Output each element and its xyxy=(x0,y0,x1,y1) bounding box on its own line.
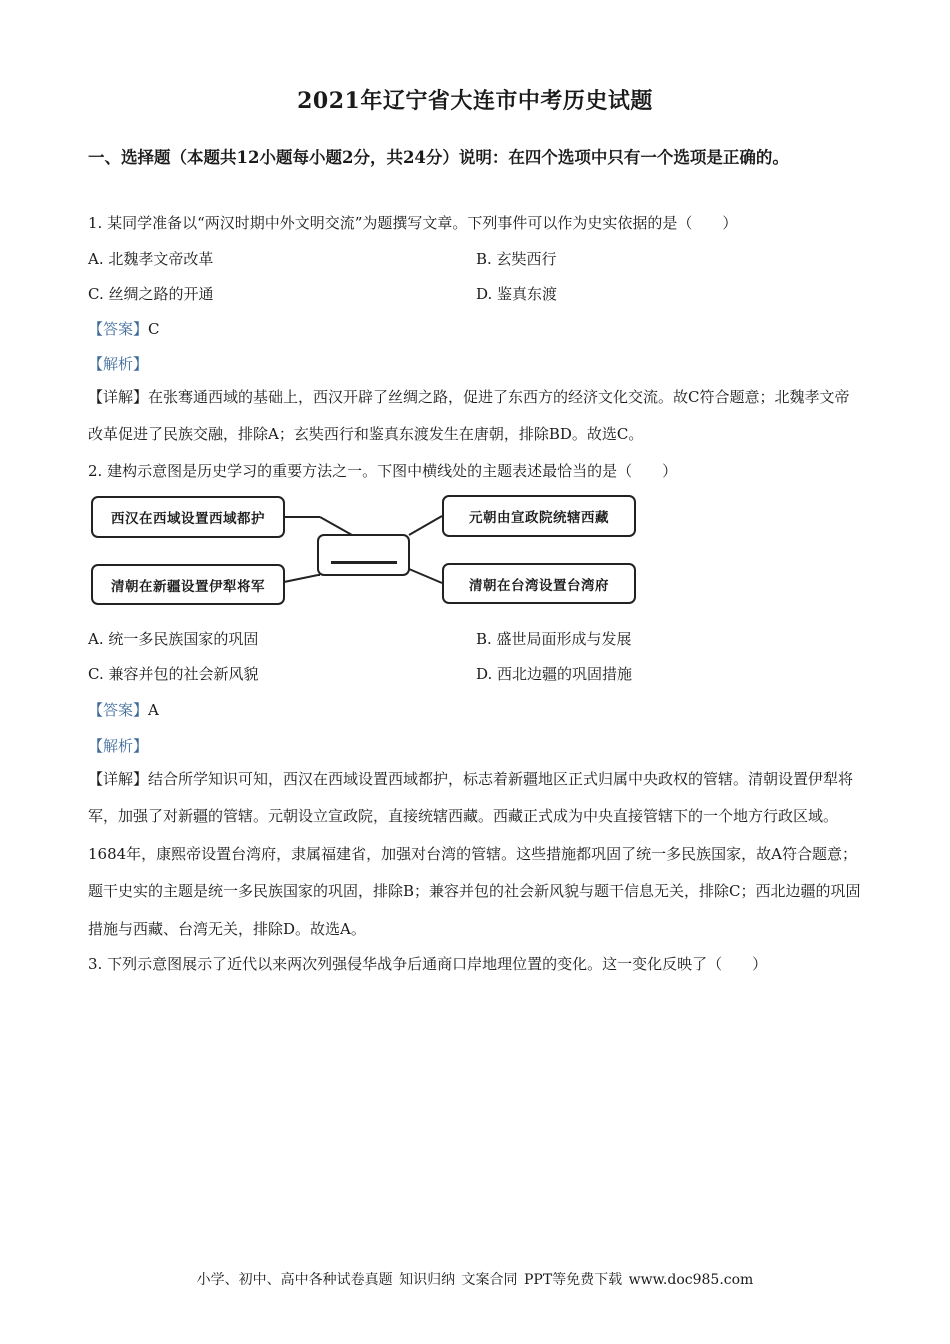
question-1-option-b: B. 玄奘西行 xyxy=(476,250,557,268)
question-3-stem: 3. 下列示意图展示了近代以来两次列强侵华战争后通商口岸地理位置的变化。这一变化反映了（ ） xyxy=(88,955,768,973)
question-1-analysis-tag: 【解析】 xyxy=(88,355,149,373)
detail-tag: 【详解】 xyxy=(88,388,149,406)
box-yuan-tibet: 元朝由宣政院统辖西藏 xyxy=(442,495,636,537)
question-1-detail xyxy=(88,379,863,454)
answer-value: C xyxy=(148,320,160,338)
section-heading: 一、选择题（本题共12小题每小题2分，共24分）说明：在四个选项中只有一个选项是正确的。 xyxy=(88,148,789,167)
detail-tag: 【详解】 xyxy=(88,770,149,788)
question-2-detail xyxy=(88,761,863,948)
question-1-answer xyxy=(88,318,160,340)
question-1-option-c: C. 丝绸之路的开通 xyxy=(88,285,214,303)
blank-line xyxy=(331,561,397,564)
answer-tag: 【答案】 xyxy=(88,320,149,338)
question-2-option-a: A. 统一多民族国家的巩固 xyxy=(88,630,259,648)
box-western-han: 西汉在西域设置西域都护 xyxy=(91,496,285,538)
question-1-stem: 1. 某同学准备以“两汉时期中外文明交流”为题撰写文章。下列事件可以作为史实依据的是（ ） xyxy=(88,214,738,232)
answer-tag: 【答案】 xyxy=(88,701,149,719)
box-qing-taiwan: 清朝在台湾设置台湾府 xyxy=(442,563,636,604)
detail-text: 结合所学知识可知，西汉在西域设置西域都护，标志着新疆地区正式归属中央政权的管辖。清朝设置伊犁将军，加强了对新疆的管辖。元朝设立宣政院，直接统辖西藏。西藏正式成为中央直接管辖下的一个地方行政区域。1684年，康熙帝设置台湾府，隶属福建省，加强对台湾的管辖。这些措施都巩固了统一多民族国家，故A符合题意；题干史实的主题是统一多民族国家的巩固，排除B；兼容并包的社会新风貌与题干信息无关，排除C；西北边疆的巩固措施与西藏、台湾无关，排除D。故选A。 xyxy=(88,770,861,938)
concept-diagram xyxy=(88,492,640,608)
center-blank-box xyxy=(317,534,410,576)
question-1-option-d: D. 鉴真东渡 xyxy=(476,285,558,303)
question-2-option-b: B. 盛世局面形成与发展 xyxy=(476,630,632,648)
question-2-option-c: C. 兼容并包的社会新风貌 xyxy=(88,665,259,683)
page-footer: 小学、初中、高中各种试卷真题 知识归纳 文案合同 PPT等免费下载 www.doc985.com xyxy=(196,1272,754,1288)
question-2-option-d: D. 西北边疆的巩固措施 xyxy=(476,665,633,683)
question-2-stem: 2. 建构示意图是历史学习的重要方法之一。下图中横线处的主题表述最恰当的是（ ） xyxy=(88,462,678,480)
question-1-option-a: A. 北魏孝文帝改革 xyxy=(88,250,214,268)
detail-text: 在张骞通西域的基础上，西汉开辟了丝绸之路，促进了东西方的经济文化交流。故C符合题意；北魏孝文帝改革促进了民族交融，排除A；玄奘西行和鉴真东渡发生在唐朝，排除BD。故选C。 xyxy=(88,388,850,444)
question-2-analysis-tag: 【解析】 xyxy=(88,737,149,755)
question-2-answer xyxy=(88,699,159,721)
answer-value: A xyxy=(148,701,159,719)
page-title: 2021年辽宁省大连市中考历史试题 xyxy=(297,88,653,114)
box-qing-xinjiang: 清朝在新疆设置伊犁将军 xyxy=(91,564,285,605)
